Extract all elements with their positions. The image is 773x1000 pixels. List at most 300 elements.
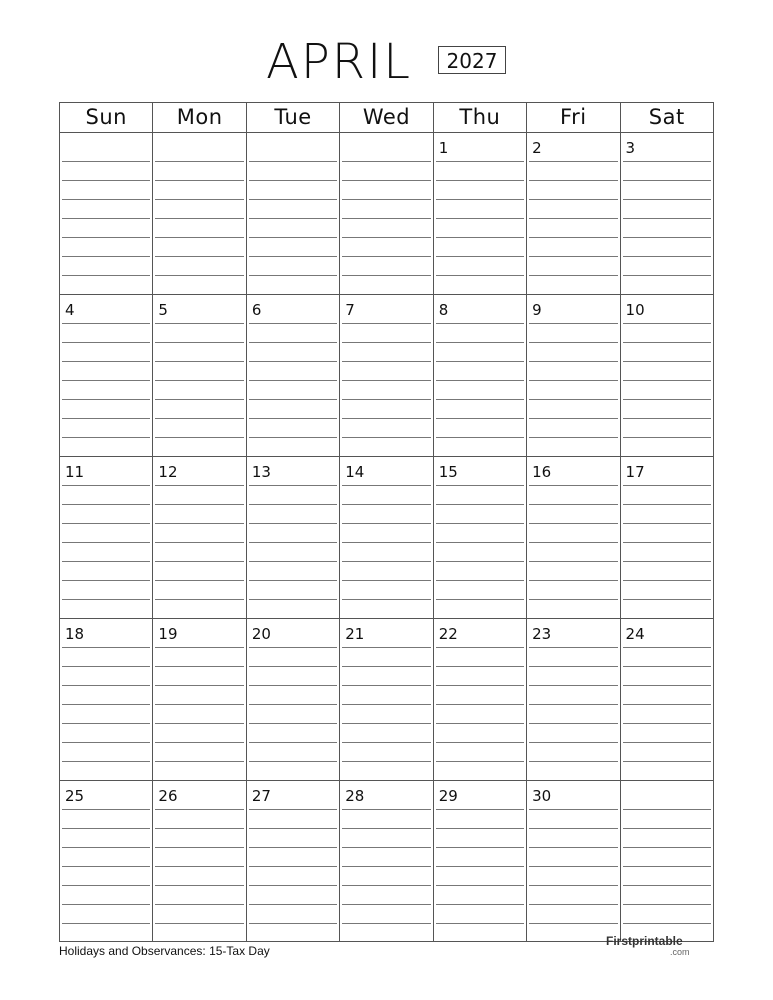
writing-line xyxy=(342,323,430,324)
writing-line xyxy=(62,275,150,276)
writing-line xyxy=(342,380,430,381)
writing-line xyxy=(155,218,243,219)
writing-line xyxy=(155,256,243,257)
brand-dash-left xyxy=(594,941,602,942)
day-number: 6 xyxy=(251,301,262,319)
day-cell xyxy=(60,781,153,941)
writing-line xyxy=(342,342,430,343)
writing-line xyxy=(62,885,150,886)
writing-line xyxy=(436,180,524,181)
writing-line xyxy=(623,904,711,905)
writing-line xyxy=(249,399,337,400)
brand-name: Firstprintable xyxy=(606,934,683,948)
day-number: 30 xyxy=(532,787,552,805)
week-row-3 xyxy=(60,457,713,619)
writing-line xyxy=(155,723,243,724)
day-cell xyxy=(247,781,340,941)
writing-line xyxy=(529,742,617,743)
weekday-fri: Fri xyxy=(527,103,620,132)
writing-line xyxy=(342,237,430,238)
writing-line xyxy=(249,847,337,848)
writing-line xyxy=(436,580,524,581)
writing-line xyxy=(529,685,617,686)
writing-line xyxy=(623,180,711,181)
writing-line xyxy=(249,723,337,724)
writing-line xyxy=(155,866,243,867)
writing-line xyxy=(436,866,524,867)
writing-line xyxy=(623,580,711,581)
writing-line xyxy=(436,885,524,886)
writing-line xyxy=(529,561,617,562)
writing-line xyxy=(529,342,617,343)
writing-line xyxy=(623,666,711,667)
writing-line xyxy=(529,399,617,400)
writing-line xyxy=(342,704,430,705)
day-number: 19 xyxy=(158,625,178,643)
weekday-tue: Tue xyxy=(247,103,340,132)
day-cell xyxy=(340,457,433,618)
day-cell xyxy=(527,133,620,294)
writing-line xyxy=(62,904,150,905)
writing-line xyxy=(155,161,243,162)
writing-line xyxy=(623,542,711,543)
calendar-title xyxy=(0,34,773,90)
writing-line xyxy=(623,275,711,276)
day-cell xyxy=(434,781,527,941)
writing-line xyxy=(529,256,617,257)
writing-line xyxy=(155,323,243,324)
writing-line xyxy=(155,237,243,238)
writing-line xyxy=(436,723,524,724)
writing-line xyxy=(436,704,524,705)
writing-line xyxy=(436,504,524,505)
writing-line xyxy=(249,704,337,705)
writing-line xyxy=(155,847,243,848)
writing-line xyxy=(342,685,430,686)
writing-line xyxy=(249,180,337,181)
writing-line xyxy=(155,342,243,343)
weekday-sun: Sun xyxy=(60,103,153,132)
writing-line xyxy=(529,380,617,381)
weekday-header-row xyxy=(60,103,713,133)
writing-line xyxy=(623,504,711,505)
writing-line xyxy=(623,599,711,600)
writing-line xyxy=(249,904,337,905)
writing-line xyxy=(342,180,430,181)
writing-line xyxy=(529,504,617,505)
writing-line xyxy=(436,199,524,200)
day-cell xyxy=(60,457,153,618)
writing-line xyxy=(342,199,430,200)
writing-line xyxy=(155,685,243,686)
writing-line xyxy=(436,523,524,524)
writing-line xyxy=(62,342,150,343)
day-number: 5 xyxy=(158,301,168,319)
weeks-container xyxy=(60,133,713,941)
writing-line xyxy=(529,828,617,829)
writing-line xyxy=(155,199,243,200)
writing-line xyxy=(436,685,524,686)
writing-line xyxy=(155,561,243,562)
writing-line xyxy=(529,418,617,419)
day-cell xyxy=(60,295,153,456)
writing-line xyxy=(249,361,337,362)
writing-line xyxy=(62,847,150,848)
writing-line xyxy=(623,828,711,829)
writing-line xyxy=(155,742,243,743)
writing-line xyxy=(342,361,430,362)
writing-line xyxy=(623,723,711,724)
writing-line xyxy=(155,761,243,762)
day-cell xyxy=(527,295,620,456)
writing-line xyxy=(249,885,337,886)
writing-line xyxy=(342,923,430,924)
writing-line xyxy=(62,323,150,324)
writing-line xyxy=(342,275,430,276)
day-number: 9 xyxy=(532,301,542,319)
day-cell xyxy=(527,619,620,780)
writing-line xyxy=(62,647,150,648)
writing-line xyxy=(249,199,337,200)
writing-line xyxy=(436,323,524,324)
day-cell xyxy=(434,457,527,618)
writing-line xyxy=(529,161,617,162)
writing-line xyxy=(623,704,711,705)
writing-line xyxy=(62,923,150,924)
writing-line xyxy=(249,666,337,667)
day-cell xyxy=(60,133,153,294)
writing-line xyxy=(249,323,337,324)
day-number: 13 xyxy=(251,463,271,481)
writing-line xyxy=(436,666,524,667)
writing-line xyxy=(155,485,243,486)
writing-line xyxy=(529,199,617,200)
writing-line xyxy=(436,847,524,848)
day-cell xyxy=(247,457,340,618)
writing-line xyxy=(623,923,711,924)
writing-line xyxy=(155,380,243,381)
writing-line xyxy=(62,666,150,667)
brand-dash-right xyxy=(702,941,710,942)
writing-line xyxy=(623,437,711,438)
day-number: 11 xyxy=(65,463,85,481)
writing-line xyxy=(623,380,711,381)
writing-line xyxy=(249,923,337,924)
year-box: 2027 xyxy=(438,46,506,74)
writing-line xyxy=(342,647,430,648)
writing-line xyxy=(623,866,711,867)
writing-line xyxy=(436,923,524,924)
writing-line xyxy=(436,437,524,438)
day-number: 4 xyxy=(65,301,75,319)
day-number: 8 xyxy=(438,301,449,319)
day-cell xyxy=(60,619,153,780)
day-cell xyxy=(340,619,433,780)
writing-line xyxy=(249,866,337,867)
writing-line xyxy=(62,218,150,219)
writing-line xyxy=(249,809,337,810)
writing-line xyxy=(342,561,430,562)
day-number: 28 xyxy=(345,787,365,805)
writing-line xyxy=(62,380,150,381)
writing-line xyxy=(342,904,430,905)
writing-line xyxy=(249,580,337,581)
writing-line xyxy=(155,647,243,648)
writing-line xyxy=(623,199,711,200)
writing-line xyxy=(249,742,337,743)
day-number: 17 xyxy=(625,463,645,481)
day-cell xyxy=(153,781,246,941)
writing-line xyxy=(62,437,150,438)
writing-line xyxy=(342,418,430,419)
week-row-4 xyxy=(60,619,713,781)
writing-line xyxy=(155,523,243,524)
brand-suffix: .com xyxy=(670,947,690,957)
writing-line xyxy=(155,580,243,581)
writing-line xyxy=(342,485,430,486)
day-number: 27 xyxy=(251,787,271,805)
writing-line xyxy=(62,256,150,257)
day-number: 23 xyxy=(532,625,552,643)
writing-line xyxy=(249,647,337,648)
writing-line xyxy=(529,237,617,238)
writing-line xyxy=(62,561,150,562)
writing-line xyxy=(529,647,617,648)
day-cell xyxy=(340,295,433,456)
month-title: APRIL xyxy=(266,34,413,90)
day-number: 1 xyxy=(438,139,449,157)
writing-line xyxy=(249,380,337,381)
writing-line xyxy=(436,218,524,219)
day-number: 2 xyxy=(532,139,542,157)
writing-line xyxy=(62,523,150,524)
writing-line xyxy=(342,542,430,543)
writing-line xyxy=(155,542,243,543)
writing-line xyxy=(529,904,617,905)
writing-line xyxy=(342,809,430,810)
writing-line xyxy=(529,809,617,810)
writing-line xyxy=(529,866,617,867)
day-number: 18 xyxy=(65,625,85,643)
writing-line xyxy=(342,580,430,581)
writing-line xyxy=(436,361,524,362)
writing-line xyxy=(155,828,243,829)
day-cell xyxy=(621,781,713,941)
writing-line xyxy=(342,847,430,848)
writing-line xyxy=(62,399,150,400)
writing-line xyxy=(62,866,150,867)
day-cell xyxy=(527,457,620,618)
writing-line xyxy=(155,885,243,886)
day-cell xyxy=(153,619,246,780)
writing-line xyxy=(249,485,337,486)
writing-line xyxy=(529,885,617,886)
writing-line xyxy=(529,485,617,486)
writing-line xyxy=(342,742,430,743)
writing-line xyxy=(249,561,337,562)
writing-line xyxy=(249,542,337,543)
writing-line xyxy=(155,923,243,924)
writing-line xyxy=(529,723,617,724)
day-cell xyxy=(434,619,527,780)
writing-line xyxy=(155,275,243,276)
writing-line xyxy=(623,809,711,810)
writing-line xyxy=(249,275,337,276)
day-number: 21 xyxy=(345,625,365,643)
writing-line xyxy=(342,885,430,886)
writing-line xyxy=(342,523,430,524)
writing-line xyxy=(529,323,617,324)
writing-line xyxy=(623,523,711,524)
writing-line xyxy=(249,685,337,686)
writing-line xyxy=(249,437,337,438)
weekday-sat: Sat xyxy=(648,105,685,129)
writing-line xyxy=(342,161,430,162)
writing-line xyxy=(623,742,711,743)
writing-line xyxy=(62,418,150,419)
writing-line xyxy=(436,342,524,343)
writing-line xyxy=(529,180,617,181)
day-number: 10 xyxy=(625,301,645,319)
day-cell xyxy=(247,133,340,294)
week-row-2 xyxy=(60,295,713,457)
writing-line xyxy=(436,904,524,905)
writing-line xyxy=(436,237,524,238)
day-cell xyxy=(153,133,246,294)
day-cell xyxy=(527,781,620,941)
writing-line xyxy=(155,704,243,705)
day-number: 15 xyxy=(438,463,458,481)
day-cell xyxy=(340,781,433,941)
writing-line xyxy=(155,809,243,810)
writing-line xyxy=(623,647,711,648)
writing-line xyxy=(529,275,617,276)
writing-line xyxy=(249,418,337,419)
writing-line xyxy=(623,161,711,162)
day-cell xyxy=(621,133,713,294)
writing-line xyxy=(342,218,430,219)
writing-line xyxy=(342,504,430,505)
writing-line xyxy=(623,323,711,324)
week-row-1 xyxy=(60,133,713,295)
weekday-mon: Mon xyxy=(153,103,246,132)
writing-line xyxy=(436,761,524,762)
writing-line xyxy=(529,847,617,848)
writing-line xyxy=(529,923,617,924)
writing-line xyxy=(62,199,150,200)
brand-logo xyxy=(594,934,714,960)
writing-line xyxy=(623,256,711,257)
day-cell xyxy=(621,457,713,618)
writing-line xyxy=(249,504,337,505)
day-number: 16 xyxy=(532,463,552,481)
writing-line xyxy=(155,599,243,600)
writing-line xyxy=(529,218,617,219)
writing-line xyxy=(249,218,337,219)
writing-line xyxy=(62,685,150,686)
day-cell xyxy=(340,133,433,294)
writing-line xyxy=(249,256,337,257)
writing-line xyxy=(342,599,430,600)
writing-line xyxy=(529,580,617,581)
writing-line xyxy=(62,361,150,362)
writing-line xyxy=(249,161,337,162)
writing-line xyxy=(249,761,337,762)
writing-line xyxy=(62,180,150,181)
day-number: 26 xyxy=(158,787,178,805)
writing-line xyxy=(623,847,711,848)
writing-line xyxy=(436,542,524,543)
day-number: 14 xyxy=(345,463,365,481)
day-number: 20 xyxy=(251,625,271,643)
weekday-thu: Thu xyxy=(434,103,527,132)
writing-line xyxy=(155,904,243,905)
writing-line xyxy=(436,647,524,648)
writing-line xyxy=(529,361,617,362)
writing-line xyxy=(623,561,711,562)
writing-line xyxy=(436,809,524,810)
writing-line xyxy=(529,523,617,524)
writing-line xyxy=(62,485,150,486)
writing-line xyxy=(623,761,711,762)
weekday-wed: Wed xyxy=(340,103,433,132)
writing-line xyxy=(62,542,150,543)
writing-line xyxy=(342,828,430,829)
writing-line xyxy=(342,399,430,400)
writing-line xyxy=(436,418,524,419)
writing-line xyxy=(529,666,617,667)
writing-line xyxy=(62,161,150,162)
writing-line xyxy=(436,399,524,400)
writing-line xyxy=(155,399,243,400)
writing-line xyxy=(529,704,617,705)
writing-line xyxy=(342,256,430,257)
writing-line xyxy=(249,828,337,829)
day-number: 12 xyxy=(158,463,178,481)
writing-line xyxy=(62,809,150,810)
writing-line xyxy=(62,828,150,829)
week-row-5 xyxy=(60,781,713,941)
writing-line xyxy=(62,599,150,600)
writing-line xyxy=(249,237,337,238)
writing-line xyxy=(623,237,711,238)
writing-line xyxy=(436,485,524,486)
day-number: 22 xyxy=(438,625,458,643)
writing-line xyxy=(249,523,337,524)
day-cell xyxy=(153,457,246,618)
writing-line xyxy=(155,418,243,419)
writing-line xyxy=(62,580,150,581)
calendar-grid xyxy=(59,102,714,942)
day-number: 3 xyxy=(625,139,636,157)
writing-line xyxy=(623,361,711,362)
writing-line xyxy=(529,542,617,543)
writing-line xyxy=(436,561,524,562)
writing-line xyxy=(436,161,524,162)
writing-line xyxy=(62,704,150,705)
writing-line xyxy=(342,437,430,438)
day-cell xyxy=(247,295,340,456)
writing-line xyxy=(623,218,711,219)
day-number: 25 xyxy=(65,787,85,805)
writing-line xyxy=(529,761,617,762)
writing-line xyxy=(623,342,711,343)
day-number: 24 xyxy=(625,625,645,643)
writing-line xyxy=(62,504,150,505)
writing-line xyxy=(62,761,150,762)
writing-line xyxy=(249,599,337,600)
writing-line xyxy=(62,742,150,743)
